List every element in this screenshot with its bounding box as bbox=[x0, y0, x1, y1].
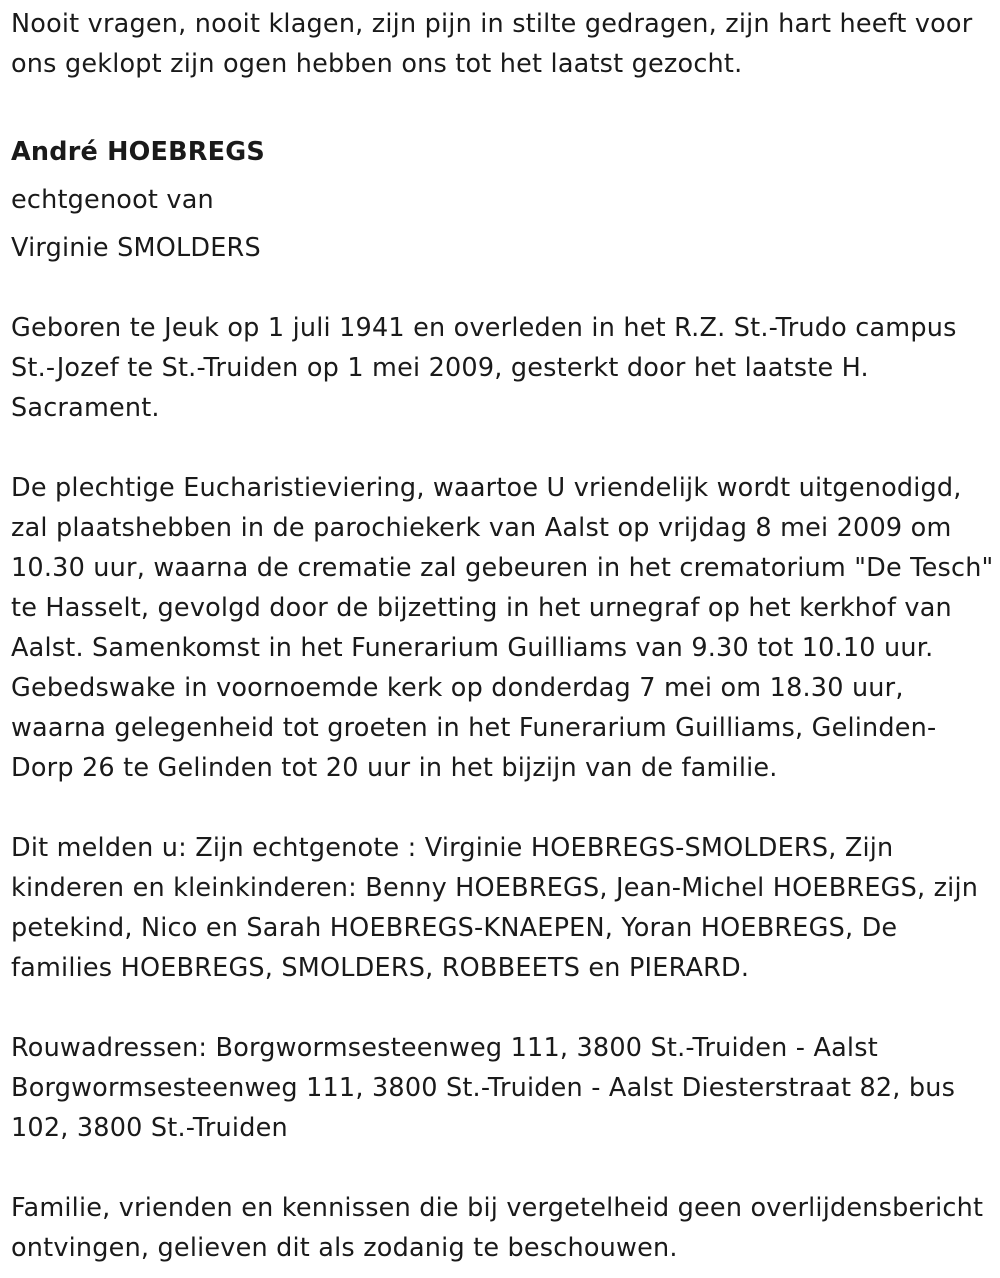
relation-text: echtgenoot van bbox=[11, 185, 214, 215]
spouse-name: Virginie SMOLDERS bbox=[11, 233, 261, 263]
addresses-paragraph: Rouwadressen: Borgwormsesteenweg 111, 3800 St.-Truiden - Aalst Borgwormsesteenweg 111, 3800 St.-Truiden - Aalst Diesterstraat 82, bus 102, 3800 St.-Truiden bbox=[11, 1033, 956, 1143]
ceremony-paragraph: De plechtige Eucharistieviering, waartoe U vriendelijk wordt uitgenodigd, zal plaatshebben in de parochiekerk van Aalst op vrijdag 8 mei 2009 om 10.30 uur, waarna de crematie zal gebeuren in het crematorium "De Tesch" te Hasselt, gevolgd door de bijzetting in het urnegraf op het kerkhof van Aalst. Samenkomst in het Funerarium Guilliams van 9.30 tot 10.10 uur. Gebedswake in voornoemde kerk op donderdag 7 mei om 18.30 uur, waarna gelegenheid tot groeten in het Funerarium Guilliams, Gelinden-Dorp 26 te Gelinden tot 20 uur in het bijzijn van de familie. bbox=[11, 473, 994, 783]
closing-paragraph: Familie, vrienden en kennissen die bij vergetelheid geen overlijdensbericht ontvingen, gelieven dit als zodanig te beschouwen. bbox=[11, 1193, 984, 1263]
announcers-paragraph: Dit melden u: Zijn echtgenote : Virginie HOEBREGS-SMOLDERS, Zijn kinderen en kleinkinderen: Benny HOEBREGS, Jean-Michel HOEBREGS, zijn petekind, Nico en Sarah HOEBREGS-KNAEPEN, Yoran HOEBREGS, De families HOEBREGS, SMOLDERS, ROBBEETS en PIERARD. bbox=[11, 833, 979, 983]
intro-verse: Nooit vragen, nooit klagen, zijn pijn in stilte gedragen, zijn hart heeft voor ons geklopt zijn ogen hebben ons tot het laatst gezocht. bbox=[11, 9, 973, 79]
obituary-notice bbox=[11, 4, 996, 1268]
birth-death-paragraph: Geboren te Jeuk op 1 juli 1941 en overleden in het R.Z. St.-Trudo campus St.-Jozef te St.-Truiden op 1 mei 2009, gesterkt door het laatste H. Sacrament. bbox=[11, 313, 957, 423]
deceased-name: André HOEBREGS bbox=[11, 137, 265, 167]
